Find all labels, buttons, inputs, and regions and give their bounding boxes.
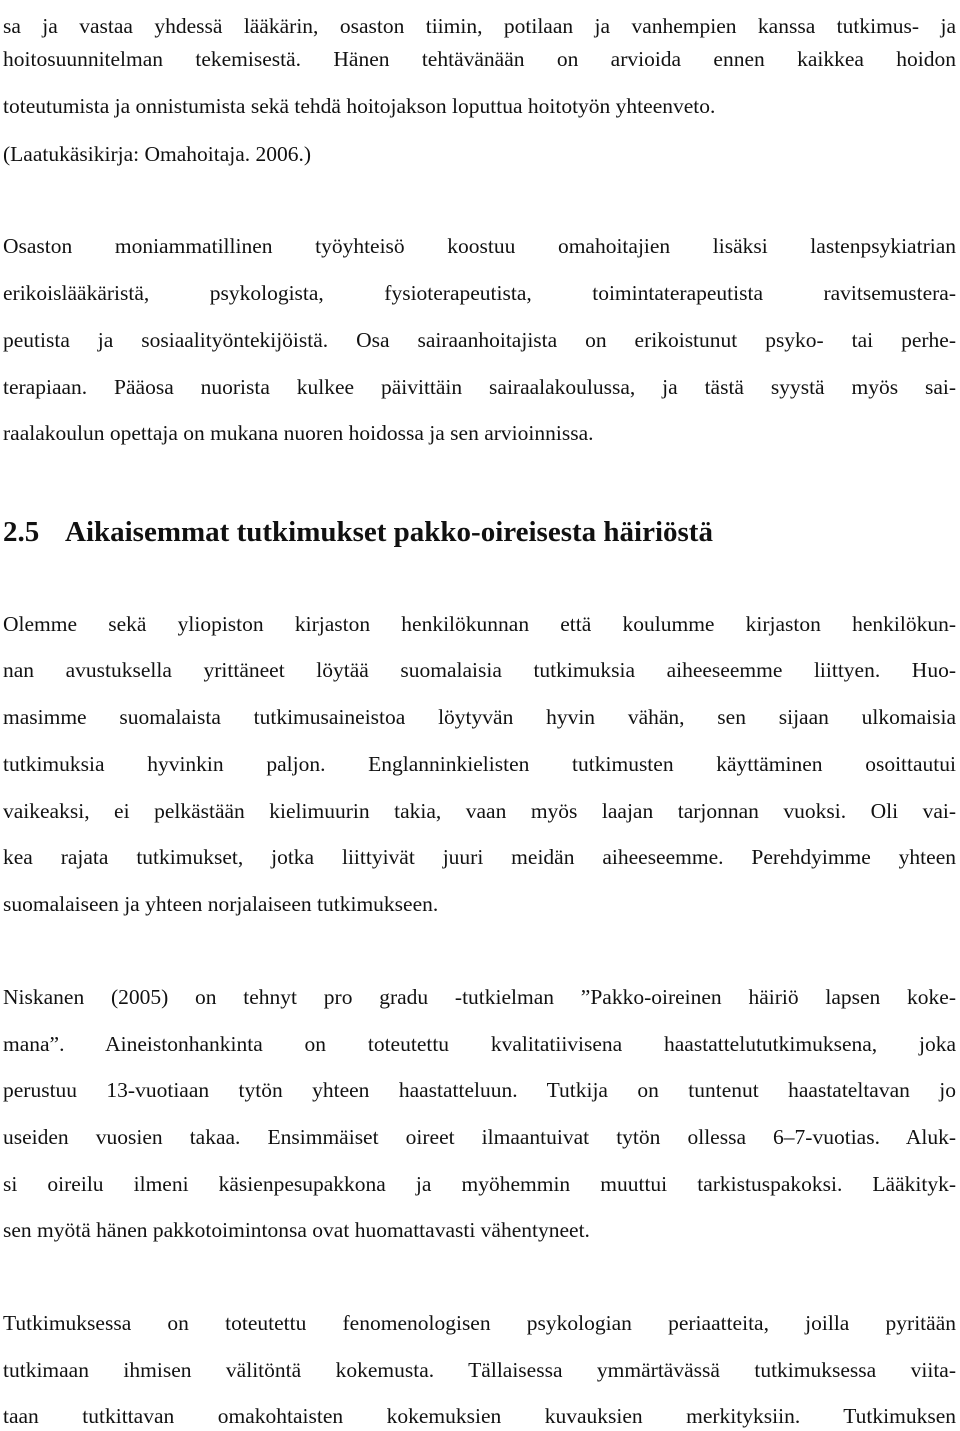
text-line: useiden vuosien takaa. Ensimmäiset oireet ilmaantuivat tytön ollessa 6–7-vuotias. Aluk- (3, 1125, 956, 1149)
text-line: Niskanen (2005) on tehnyt pro gradu -tutkielman ”Pakko-oireinen häiriö lapsen koke- (3, 985, 956, 1009)
text-line: vaikeaksi, ei pelkästään kielimuurin takia, vaan myös laajan tarjonnan vuoksi. Oli vai- (3, 799, 956, 823)
text-line: (Laatukäsikirja: Omahoitaja. 2006.) (3, 142, 312, 166)
text-line: hoitosuunnitelman tekemisestä. Hänen tehtävänään on arvioida ennen kaikkea hoidon (3, 47, 956, 71)
text-line: erikoislääkäristä, psykologista, fysioterapeutista, toimintaterapeutista ravitsemustera- (3, 281, 956, 305)
text-line: terapiaan. Pääosa nuorista kulkee päivittäin sairaalakoulussa, ja tästä syystä myös sai- (3, 375, 956, 399)
text-line: tutkimuksia hyvinkin paljon. Englanninkielisten tutkimusten käyttäminen osoittautui (3, 752, 956, 776)
text-line: mana”. Aineistonhankinta on toteutettu kvalitatiivisena haastattelututkimuksena, joka (3, 1032, 956, 1056)
section-number: 2.5 (3, 516, 40, 548)
text-line: masimme suomalaista tutkimusaineistoa löytyvän hyvin vähän, sen sijaan ulkomaisia (3, 705, 956, 729)
text-line: taan tutkittavan omakohtaisten kokemuksien kuvauksien merkityksiin. Tutkimuksen (3, 1404, 956, 1428)
text-line: nan avustuksella yrittäneet löytää suomalaisia tutkimuksia aiheeseemme liittyen. Huo- (3, 658, 956, 682)
text-line: sa ja vastaa yhdessä lääkärin, osaston tiimin, potilaan ja vanhempien kanssa tutkimus- ja (3, 14, 956, 38)
text-line: perustuu 13-vuotiaan tytön yhteen haastatteluun. Tutkija on tuntenut haastateltavan jo (3, 1078, 956, 1102)
text-line: Olemme sekä yliopiston kirjaston henkilökunnan että koulumme kirjaston henkilökun- (3, 612, 956, 636)
text-line: toteutumista ja onnistumista sekä tehdä hoitojakson loputtua hoitotyön yhteenveto. (3, 94, 716, 118)
text-line: kea rajata tutkimukset, jotka liittyivät juuri meidän aiheeseemme. Perehdyimme yhteen (3, 845, 956, 869)
text-line: Tutkimuksessa on toteutettu fenomenologisen psykologian periaatteita, joilla pyritään (3, 1311, 956, 1335)
text-line: peutista ja sosiaalityöntekijöistä. Osa sairaanhoitajista on erikoistunut psyko- tai perhe- (3, 328, 956, 352)
text-line: tutkimaan ihmisen välitöntä kokemusta. Tällaisessa ymmärtävässä tutkimuksessa viita- (3, 1358, 956, 1382)
text-line: suomalaiseen ja yhteen norjalaiseen tutkimukseen. (3, 892, 439, 916)
section-title: Aikaisemmat tutkimukset pakko-oireisesta häiriöstä (65, 516, 713, 548)
section-heading (3, 512, 713, 552)
text-line: sen myötä hänen pakkotoimintonsa ovat huomattavasti vähentyneet. (3, 1218, 590, 1242)
text-line: si oireilu ilmeni käsienpesupakkona ja myöhemmin muuttui tarkistuspakoksi. Lääkityk- (3, 1172, 956, 1196)
text-line: raalakoulun opettaja on mukana nuoren hoidossa ja sen arvioinnissa. (3, 421, 594, 445)
text-line: Osaston moniammatillinen työyhteisö koostuu omahoitajien lisäksi lastenpsykiatrian (3, 234, 956, 258)
